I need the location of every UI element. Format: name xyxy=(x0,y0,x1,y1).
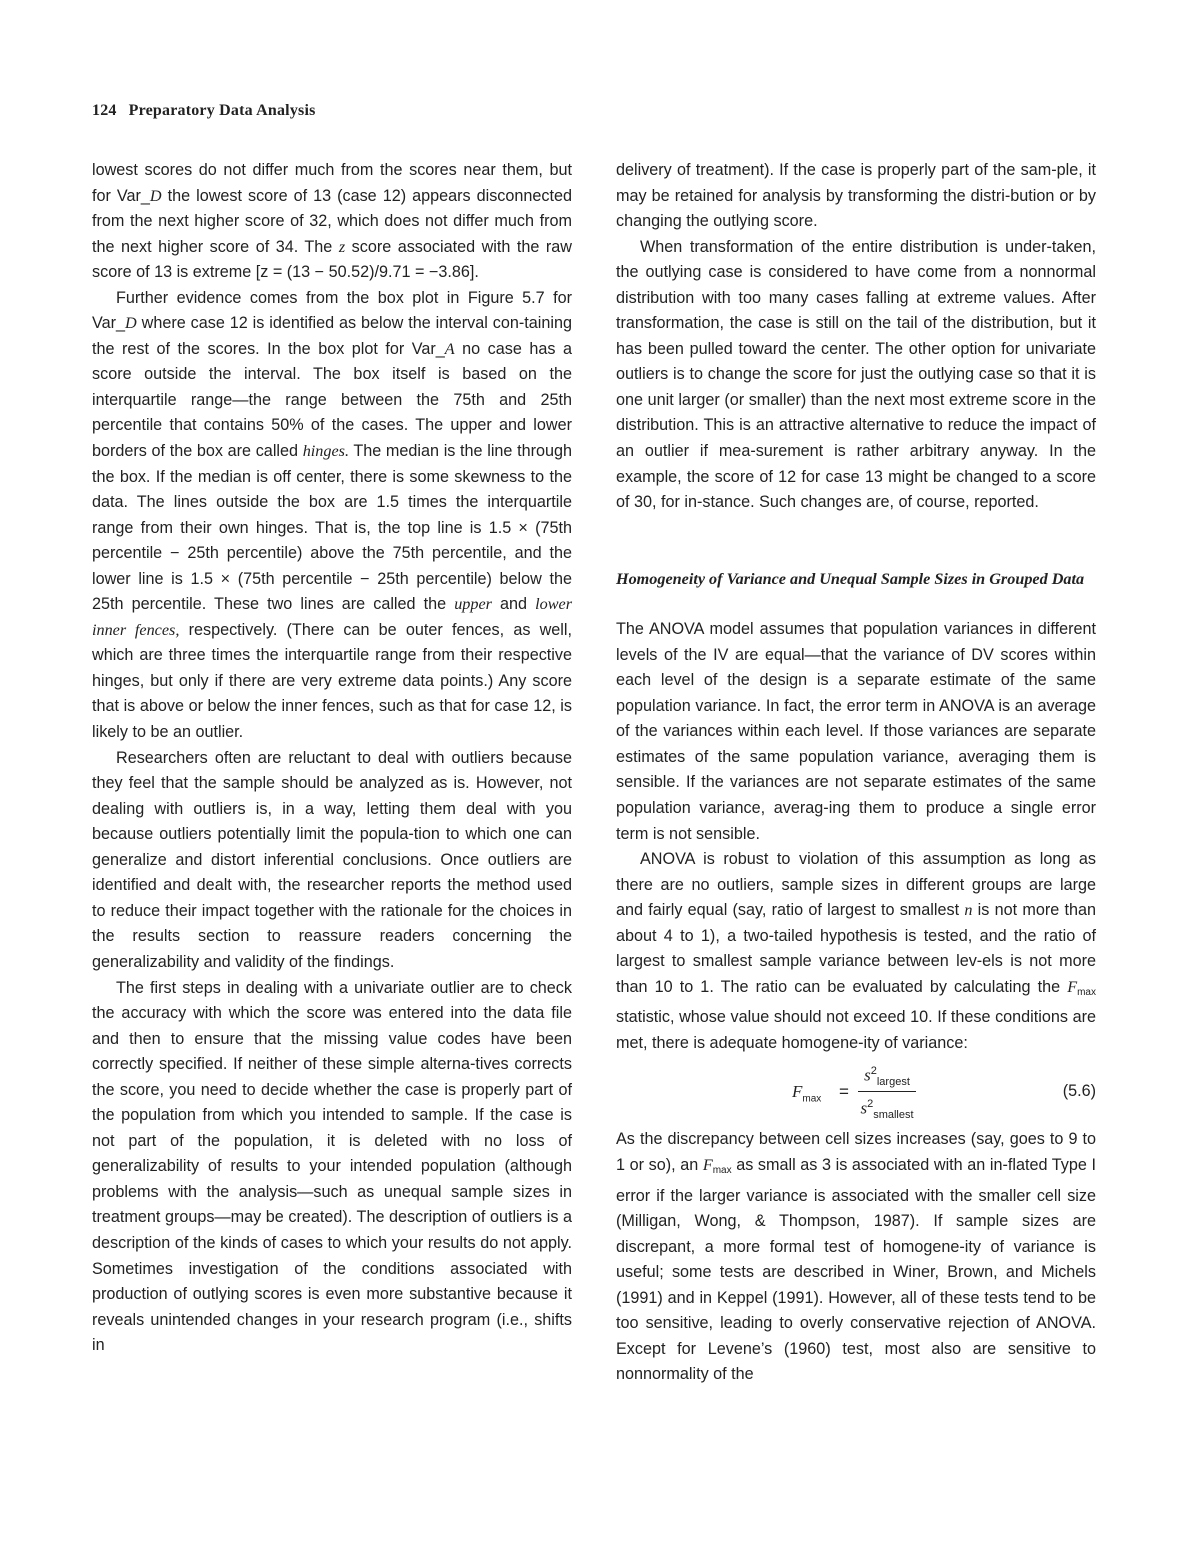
paragraph: Further evidence comes from the box plot in Figure 5.7 for Var_D where case 12 is identified as below the interval con-taining the rest of the scores. In the box plot for Var_A no case has a score outside the interval. The box itself is based on the interquartile range—the range between the 75th and 25th percentile that contains 50% of the cases. The upper and lower borders of the box are called hinges. The median is the line through the box. If the median is off center, there is some skewness to the data. The lines outside the box are 1.5 times the interquartile range from their own hinges. That is, the top line is 1.5 × (75th percentile − 25th percentile) above the 75th percentile, and the lower line is 1.5 × (75th percentile − 25th percentile) below the 25th percentile. These two lines are called the upper and lower inner fences, respectively. (There can be outer fences, as well, which are three times the interquartile range from their respective hinges, but only if there are very extreme data points.) Any score that is above or below the inner fences, such as that for case 12, is likely to be an outlier. xyxy=(92,288,572,742)
paragraph: The first steps in dealing with a univariate outlier are to check the accuracy with which the score was entered into the data file and then to ensure that the missing value codes have been correctly specified. If neither of these simple alterna-tives corrects the score, you need to decide whether the case is properly part of the population from which you intended to sample. If the case is not part of the population, it is deleted with no loss of generalizability of results to your intended population (although problems with the analysis—such as unequal sample sizes in treatment groups—may be created). The description of outliers is a description of the kinds of cases to which your results do not apply. Sometimes investigation of the conditions associated with production of outlying scores is even more substantive because it reveals unintended changes in your research program (i.e., shifts in xyxy=(92,978,572,1355)
equation-number: (5.6) xyxy=(1062,1082,1096,1101)
equation-fraction xyxy=(858,1059,916,1122)
right-column xyxy=(616,158,1096,1388)
paragraph: ANOVA is robust to violation of this assumption as long as there are no outliers, sample sizes in different groups are large and fairly equal (say, ratio of largest to smallest n is not more than about 4 to 1), a two-tailed hypothesis is tested, and the ratio of largest to smallest sample variance between lev-els is not more than 10 to 1. The ratio can be evaluated by calculating the Fmax statistic, whose value should not exceed 10. If these conditions are met, there is adequate homogene-ity of variance: xyxy=(616,850,1096,1052)
left-column xyxy=(92,158,572,1359)
paragraph: When transformation of the entire distribution is under-taken, the outlying case is considered to have come from a nonnormal distribution with too many cases falling at extreme values. After transformation, the case is still on the tail of the distribution, but it has been pulled toward the center. The other option for univariate outliers is to change the score for just the outlying case so that it is one unit larger (or smaller) than the next most extreme score in the distribution. This is an attractive alternative to reduce the impact of an outlier if mea-surement is rather arbitrary anyway. In the example, the score of 12 for case 13 might be changed to a score of 30, for in-stance. Such changes are, of course, reported. xyxy=(616,237,1096,512)
section-heading: Homogeneity of Variance and Unequal Sample Sizes in Grouped Data xyxy=(616,569,1085,588)
paragraph: The ANOVA model assumes that population variances in different levels of the IV are equal—that the variance of DV scores within each level of the design is a separate estimate of the same population variance. In fact, the error term in ANOVA is an average of the variances within each level. If those variances are separate estimates of the same population variance, averaging them is sensible. If the variances are not separate estimates of the same population variance, averag-ing them to produce a single error term is not sensible. xyxy=(616,620,1096,843)
running-header xyxy=(92,102,316,120)
paragraph: As the discrepancy between cell sizes increases (say, goes to 9 to 1 or so), an Fmax as small as 3 is associated with an in-flated Type I error if the larger variance is associated with the smaller cell size (Milligan, Wong, & Thompson, 1987). If sample sizes are discrepant, a more formal test of homogene-ity of variance is useful; some tests are described in Winer, Brown, and Michels (1991) and in Keppel (1991). However, all of these tests tend to be too sensitive, leading to overly conservative rejection of ANOVA. Except for Levene’s (1960) test, most also are sensitive to nonnormality of the xyxy=(616,1130,1096,1384)
page-number: 124 xyxy=(92,102,117,119)
equation-numerator: $s^2_{largest}$ xyxy=(864,1065,910,1089)
running-title: Preparatory Data Analysis xyxy=(128,102,316,119)
equation-equals: = xyxy=(839,1082,849,1102)
paragraph: Researchers often are reluctant to deal with outliers because they feel that the sample should be analyzed as is. However, not dealing with outliers is, in a way, letting them deal with you because outliers potentially limit the popula-tion to which one can generalize and distort inferential conclusions. Once outliers are identified and dealt with, the researcher reports the method used to reduce their impact together with the rationale for the choices in the results section to reassure readers concerning the generalizability and validity of the findings. xyxy=(92,748,572,971)
equation-lhs: $F_{max}$ xyxy=(792,1082,822,1105)
paragraph: delivery of treatment). If the case is properly part of the sam-ple, it may be retained for analysis by transforming the distri-bution or by changing the outlying score. xyxy=(616,161,1096,231)
paragraph: lowest scores do not differ much from the scores near them, but for Var_D the lowest score of 13 (case 12) appears disconnected from the next higher score of 32, which does not differ much from the next higher score of 34. The z score associated with the raw score of 13 is extreme [z = (13 − 50.52)/9.71 = −3.86]. xyxy=(92,161,572,282)
equation-denominator: $s^2_{smallest}$ xyxy=(858,1091,916,1122)
equation-fmax xyxy=(616,1059,1096,1125)
